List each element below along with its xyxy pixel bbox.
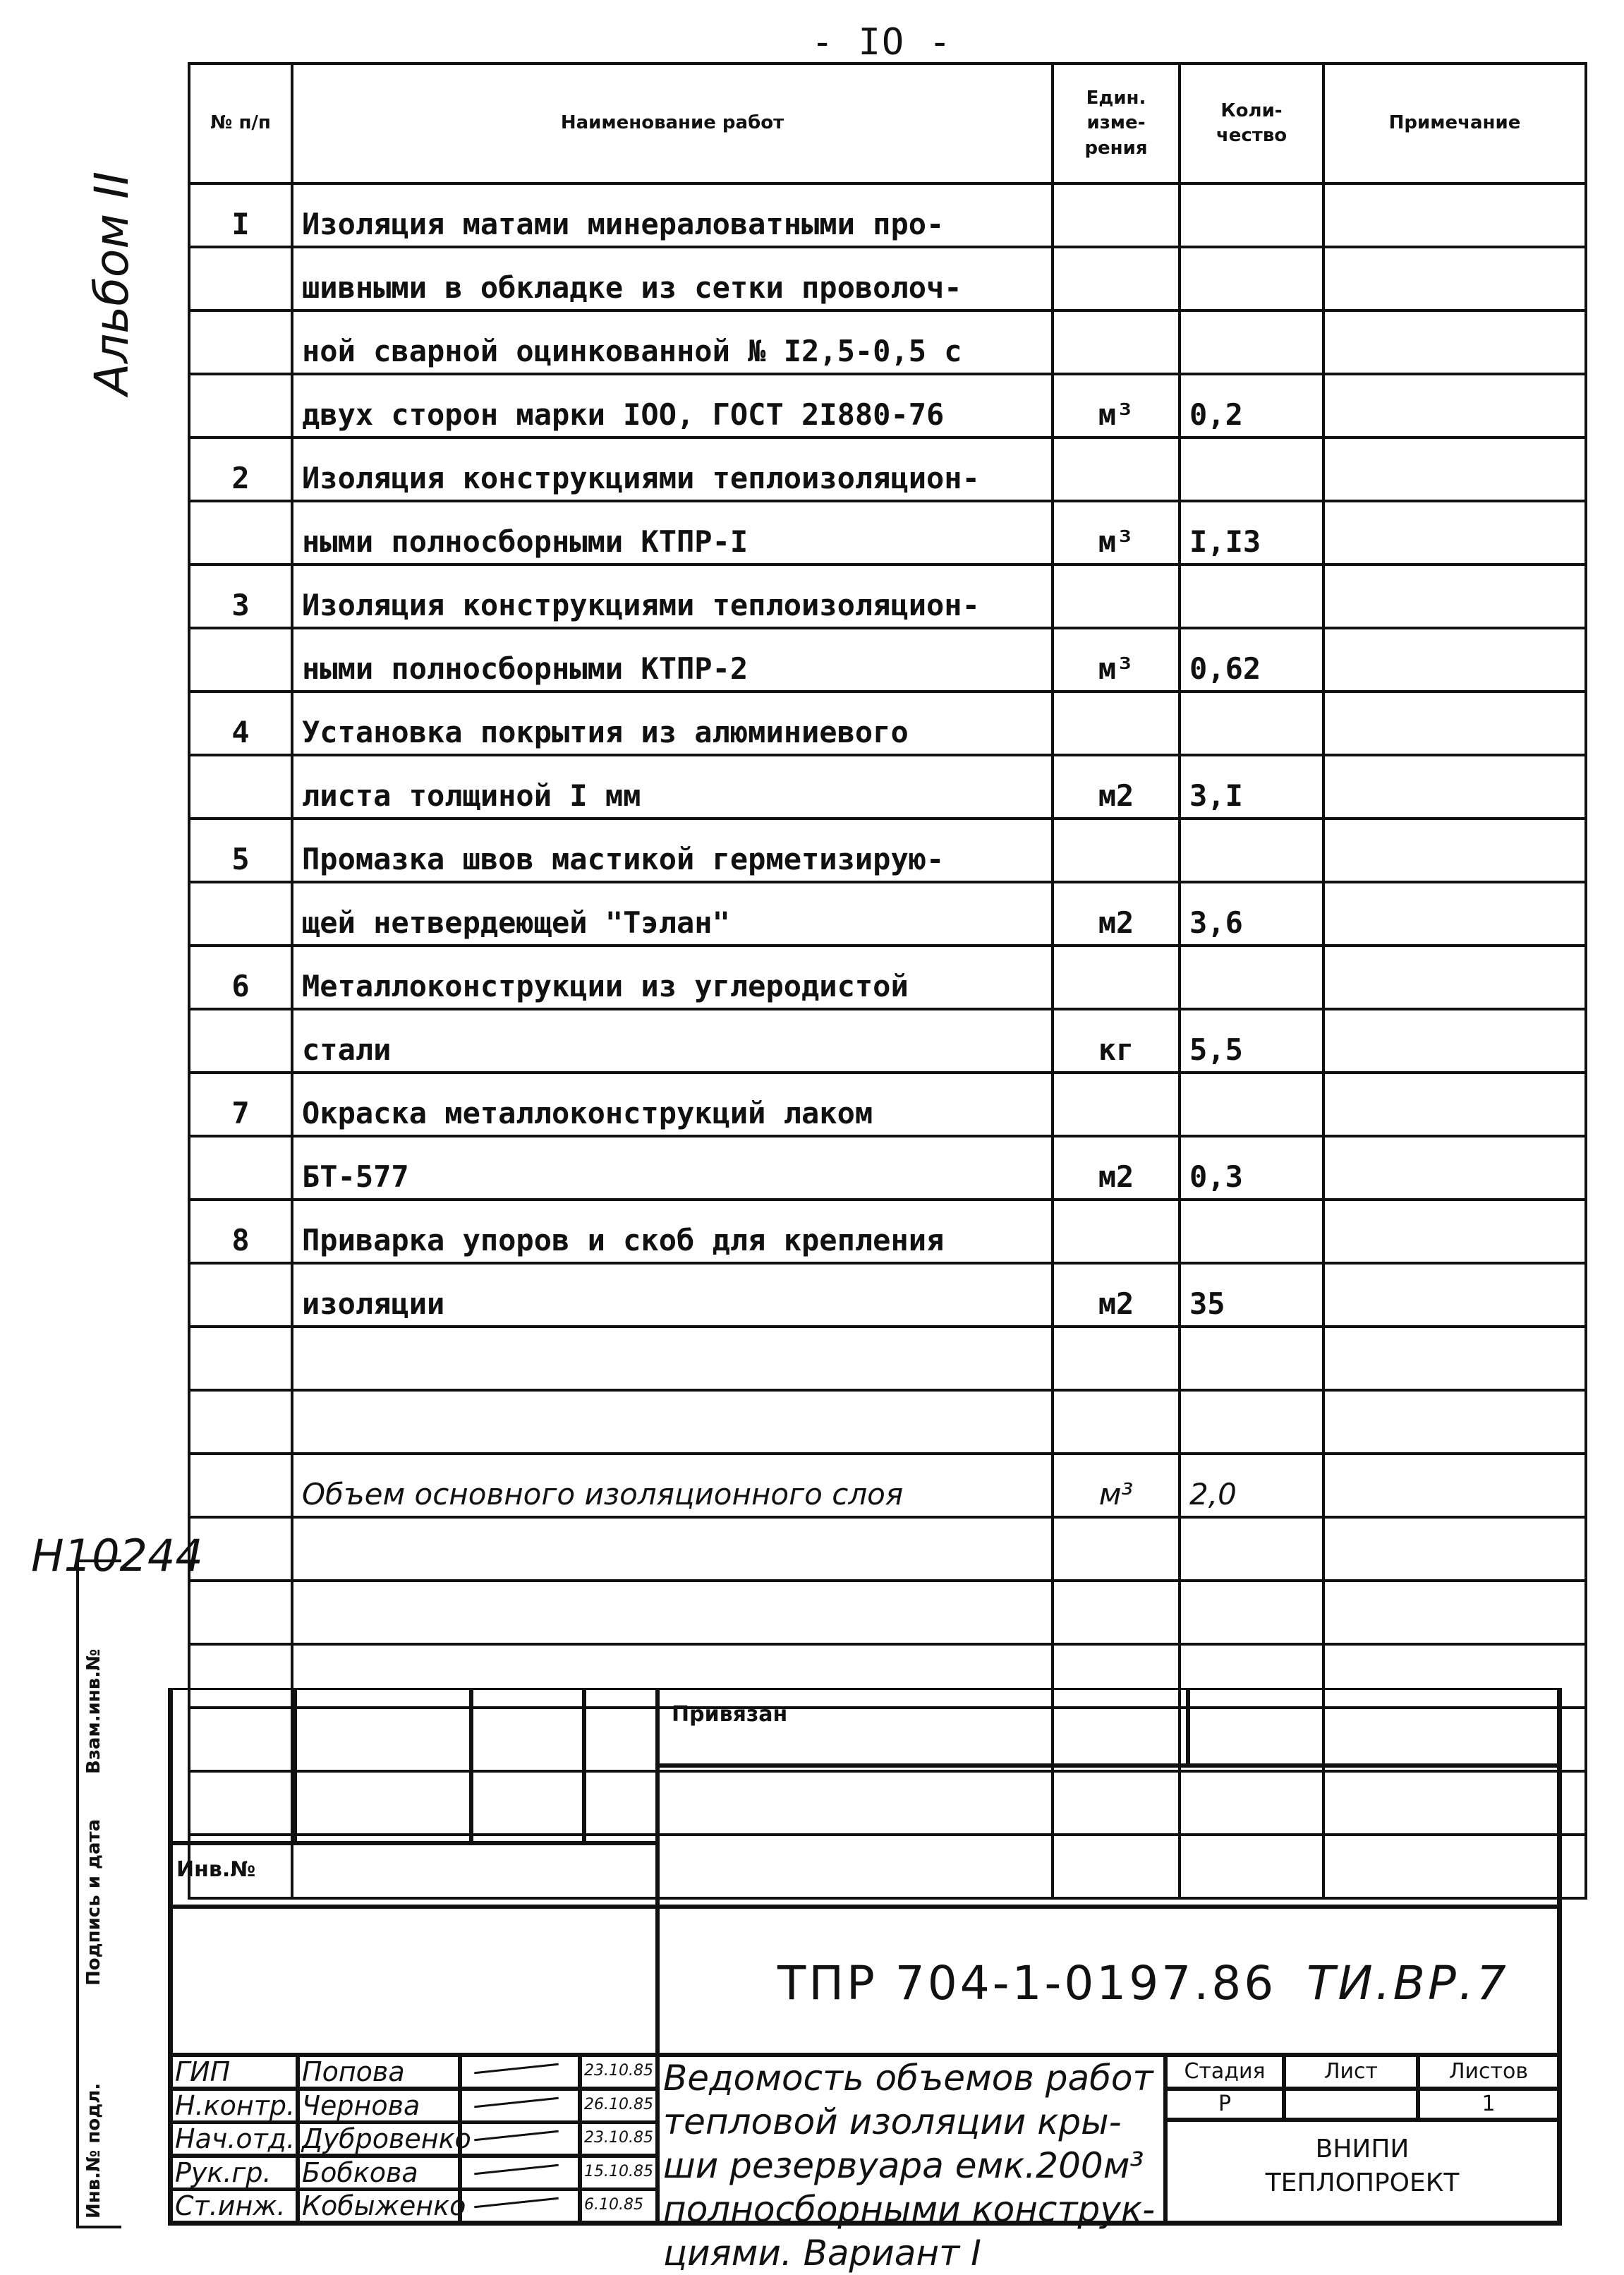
cell-qty (1180, 247, 1323, 310)
cell-num (189, 247, 292, 310)
cell-unit: м2 (1053, 755, 1180, 819)
table-row (189, 882, 1586, 946)
title-block (168, 1688, 1562, 2274)
works-table (188, 62, 1587, 1900)
cell-num (189, 1517, 292, 1581)
table-row (189, 819, 1586, 882)
cell-num (189, 1136, 292, 1200)
cell-qty (1180, 310, 1323, 374)
cell-num (189, 501, 292, 565)
inv-no-label: Инв.№ (176, 1857, 256, 1882)
table-row (189, 1009, 1586, 1073)
table-row (189, 310, 1586, 374)
cell-num: I (189, 183, 292, 247)
label-inv-podl: Инв.№ подл. (83, 2082, 104, 2219)
cell-qty (1180, 692, 1323, 755)
cell-qty (1180, 1073, 1323, 1136)
staff-name: Кобыженко (302, 2190, 466, 2222)
table-row (189, 692, 1586, 755)
cell-num (189, 310, 292, 374)
cell-unit (1053, 183, 1180, 247)
doc-suffix: ТИ.ВР.7 (1307, 1956, 1509, 2010)
cell-num (189, 1581, 292, 1644)
cell-name: ными полносборными КТПР-I (292, 501, 1053, 565)
cell-qty (1180, 1517, 1323, 1581)
staff-date: 6.10.85 (584, 2196, 643, 2214)
table-row (189, 1200, 1586, 1263)
sheets-label: Листов (1448, 2059, 1529, 2084)
cell-note (1323, 1136, 1586, 1200)
cell-note (1323, 438, 1586, 501)
cell-note (1323, 882, 1586, 946)
cell-unit (1053, 1200, 1180, 1263)
table-row (189, 1454, 1586, 1517)
cell-note (1323, 565, 1586, 628)
table-row (189, 1517, 1586, 1581)
cell-qty (1180, 565, 1323, 628)
cell-qty (1180, 183, 1323, 247)
org-line: ТЕПЛОПРОЕКТ (1265, 2168, 1460, 2197)
table-row (189, 247, 1586, 310)
cell-qty (1180, 1390, 1323, 1454)
cell-name: ными полносборными КТПР-2 (292, 628, 1053, 692)
cell-name (292, 1390, 1053, 1454)
sheets-value: 1 (1481, 2092, 1496, 2116)
sheet-label: Лист (1323, 2059, 1378, 2084)
cell-note (1323, 1263, 1586, 1327)
cell-note (1323, 247, 1586, 310)
table-row (189, 1263, 1586, 1327)
cell-qty: 5,5 (1180, 1009, 1323, 1073)
stage-value: Р (1218, 2092, 1232, 2116)
cell-unit (1053, 946, 1180, 1009)
stage-label: Стадия (1184, 2059, 1266, 2084)
table-row (189, 946, 1586, 1009)
table-header-row (189, 64, 1586, 183)
cell-name: Изоляция конструкциями теплоизоляцион- (292, 438, 1053, 501)
title-line: ши резервуара емк.200м³ (663, 2145, 1144, 2186)
cell-note (1323, 628, 1586, 692)
staff-name: Попова (302, 2056, 405, 2087)
cell-qty (1180, 438, 1323, 501)
cell-unit: м2 (1053, 882, 1180, 946)
cell-num: 8 (189, 1200, 292, 1263)
label-podpis-data: Подпись и дата (83, 1818, 104, 1986)
cell-note (1323, 1327, 1586, 1390)
cell-unit (1053, 1517, 1180, 1581)
cell-unit (1053, 565, 1180, 628)
staff-date: 26.10.85 (584, 2095, 653, 2113)
cell-unit (1053, 438, 1180, 501)
organization (1165, 2132, 1559, 2200)
cell-unit (1053, 1390, 1180, 1454)
table-row (189, 628, 1586, 692)
cell-name: Объем основного изоляционного слоя (292, 1454, 1053, 1517)
cell-name: листа толщиной I мм (292, 755, 1053, 819)
staff-name: Бобкова (302, 2156, 418, 2188)
org-line: ВНИПИ (1315, 2135, 1410, 2164)
staff-role: Рук.гр. (175, 2156, 272, 2188)
privyazan-label: Привязан (672, 1702, 788, 1727)
cell-qty: I,I3 (1180, 501, 1323, 565)
cell-num (189, 882, 292, 946)
staff-role: Нач.отд. (175, 2123, 296, 2155)
cell-num: 6 (189, 946, 292, 1009)
cell-qty: 0,62 (1180, 628, 1323, 692)
cell-name (292, 1581, 1053, 1644)
cell-qty (1180, 946, 1323, 1009)
cell-num: 5 (189, 819, 292, 882)
cell-note (1323, 374, 1586, 438)
cell-qty (1180, 1581, 1323, 1644)
cell-unit (1053, 819, 1180, 882)
table-row (189, 755, 1586, 819)
cell-qty (1180, 819, 1323, 882)
cell-qty: 0,2 (1180, 374, 1323, 438)
staff-date: 15.10.85 (584, 2162, 653, 2180)
side-labels (76, 1559, 121, 2228)
cell-unit (1053, 247, 1180, 310)
doc-code: ТПР 704-1-0197.86 (777, 1956, 1277, 2010)
cell-num (189, 1390, 292, 1454)
cell-num (189, 1009, 292, 1073)
archive-number: Н10244 (31, 1530, 203, 1581)
staff-role: Ст.инж. (175, 2190, 286, 2222)
header-num: № п/п (189, 64, 292, 183)
cell-name: БТ-577 (292, 1136, 1053, 1200)
cell-unit (1053, 692, 1180, 755)
cell-name: стали (292, 1009, 1053, 1073)
cell-note (1323, 183, 1586, 247)
cell-note (1323, 1454, 1586, 1517)
cell-note (1323, 1009, 1586, 1073)
cell-name: Промазка швов мастикой герметизирую- (292, 819, 1053, 882)
cell-num (189, 1263, 292, 1327)
cell-name: Изоляция конструкциями теплоизоляцион- (292, 565, 1053, 628)
cell-note (1323, 310, 1586, 374)
cell-num (189, 628, 292, 692)
cell-name: шивными в обкладке из сетки проволоч- (292, 247, 1053, 310)
table-row (189, 1581, 1586, 1644)
table-row (189, 1327, 1586, 1390)
cell-qty (1180, 1327, 1323, 1390)
header-name: Наименование работ (292, 64, 1053, 183)
cell-note (1323, 692, 1586, 755)
staff-role: ГИП (175, 2056, 231, 2087)
cell-note (1323, 1581, 1586, 1644)
header-note: Примечание (1323, 64, 1586, 183)
cell-num (189, 374, 292, 438)
cell-num (189, 755, 292, 819)
cell-num: 4 (189, 692, 292, 755)
cell-unit (1053, 1073, 1180, 1136)
cell-unit: м³ (1053, 374, 1180, 438)
table-row (189, 1073, 1586, 1136)
cell-unit: м³ (1053, 1454, 1180, 1517)
cell-num: 3 (189, 565, 292, 628)
cell-unit (1053, 1581, 1180, 1644)
cell-unit: м2 (1053, 1263, 1180, 1327)
cell-name: Окраска металлоконструкций лаком (292, 1073, 1053, 1136)
cell-note (1323, 1200, 1586, 1263)
cell-note (1323, 1390, 1586, 1454)
cell-num (189, 1454, 292, 1517)
cell-qty: 35 (1180, 1263, 1323, 1327)
cell-unit (1053, 1327, 1180, 1390)
cell-num (189, 1327, 292, 1390)
document-title (663, 2056, 1155, 2275)
staff-role: Н.контр. (175, 2089, 296, 2121)
table-row (189, 1390, 1586, 1454)
cell-unit: м³ (1053, 628, 1180, 692)
cell-note (1323, 946, 1586, 1009)
title-line: полносборными конструк- (663, 2189, 1156, 2230)
cell-note (1323, 1517, 1586, 1581)
cell-name: Установка покрытия из алюминиевого (292, 692, 1053, 755)
cell-name: изоляции (292, 1263, 1053, 1327)
staff-name: Чернова (302, 2089, 420, 2121)
cell-name: щей нетвердеющей "Тэлан" (292, 882, 1053, 946)
header-qty: Коли- чество (1180, 64, 1323, 183)
cell-name: Металлоконструкции из углеродистой (292, 946, 1053, 1009)
table-row (189, 501, 1586, 565)
page-number: - IO - (811, 21, 952, 64)
cell-note (1323, 755, 1586, 819)
title-line: тепловой изоляции кры- (663, 2101, 1122, 2142)
header-unit: Един. изме- рения (1053, 64, 1180, 183)
cell-unit (1053, 310, 1180, 374)
cell-qty: 3,6 (1180, 882, 1323, 946)
cell-unit: кг (1053, 1009, 1180, 1073)
cell-name: двух сторон марки IOO, ГОСТ 2I880-76 (292, 374, 1053, 438)
table-row (189, 183, 1586, 247)
staff-name: Дубровенко (302, 2123, 471, 2155)
label-vzam-inv: Взам.инв.№ (83, 1648, 104, 1774)
table-row (189, 565, 1586, 628)
cell-num: 2 (189, 438, 292, 501)
cell-note (1323, 1073, 1586, 1136)
cell-qty: 3,I (1180, 755, 1323, 819)
staff-date: 23.10.85 (584, 2062, 653, 2080)
staff-date: 23.10.85 (584, 2129, 653, 2147)
cell-unit: м³ (1053, 501, 1180, 565)
cell-note (1323, 819, 1586, 882)
cell-num: 7 (189, 1073, 292, 1136)
cell-unit: м2 (1053, 1136, 1180, 1200)
table-row (189, 1136, 1586, 1200)
cell-qty: 2,0 (1180, 1454, 1323, 1517)
title-line: Ведомость объемов работ (663, 2058, 1153, 2099)
album-label: Альбом II (85, 171, 139, 395)
cell-name: ной сварной оцинкованной № I2,5-0,5 с (292, 310, 1053, 374)
cell-qty: 0,3 (1180, 1136, 1323, 1200)
table-row (189, 374, 1586, 438)
cell-name: Приварка упоров и скоб для крепления (292, 1200, 1053, 1263)
table-row (189, 438, 1586, 501)
cell-name (292, 1517, 1053, 1581)
cell-qty (1180, 1200, 1323, 1263)
cell-note (1323, 501, 1586, 565)
title-line: циями. Вариант I (663, 2233, 981, 2274)
cell-name: Изоляция матами минераловатными про- (292, 183, 1053, 247)
cell-name (292, 1327, 1053, 1390)
